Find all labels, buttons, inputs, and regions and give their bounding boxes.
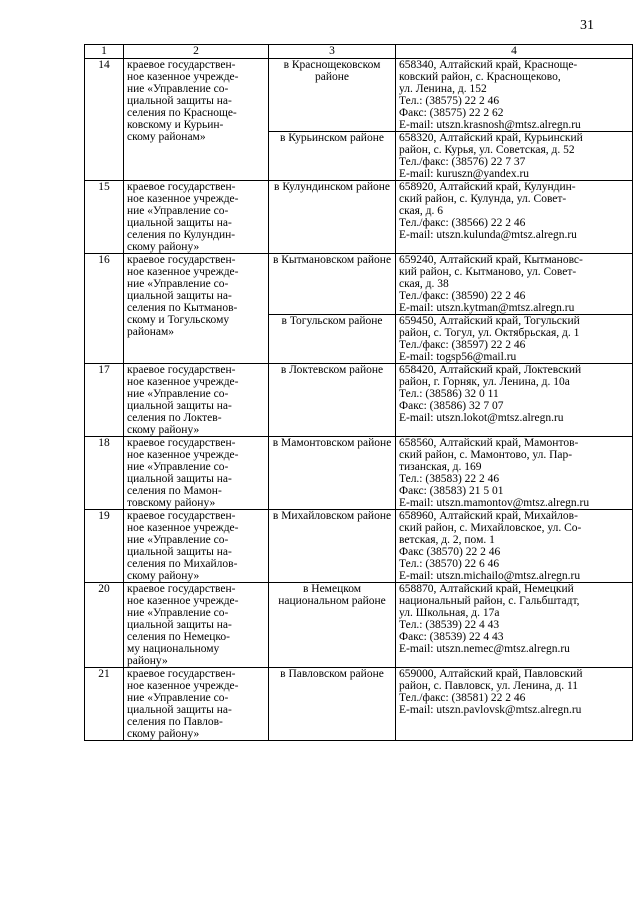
email-line: E-mail: utszn.kytman@mtsz.alregn.ru — [399, 302, 575, 314]
address-line: Тел.: (38586) 32 0 11 — [399, 388, 499, 400]
institution-name: краевое государствен- ное казенное учрежде- ние «Управление со- циальной защиты на- селения по Кытманов- скому и Тогульскому районам» — [127, 254, 239, 338]
address-line: ский район, с. Кулунда, ул. Совет- — [399, 193, 567, 205]
address-line: 659240, Алтайский край, Кытмановс- — [399, 254, 583, 266]
page-number: 31 — [580, 18, 594, 33]
district-cell: в Павловском районе — [269, 668, 396, 741]
table-row — [85, 583, 633, 668]
address-line: Факс: (38539) 22 4 43 — [399, 631, 504, 643]
address-line: тизанская, д. 169 — [399, 461, 482, 473]
institution-name: краевое государствен- ное казенное учрежде- ние «Управление со- циальной защиты на- селения по Михайлов- скому району» — [127, 510, 239, 582]
address-line: район, г. Горняк, ул. Ленина, д. 10а — [399, 376, 570, 388]
header-cell-district: 3 — [269, 45, 396, 59]
address-line: 658340, Алтайский край, Краснощe- — [399, 59, 578, 71]
address-line: 658560, Алтайский край, Мамонтов- — [399, 437, 579, 449]
address-cell — [396, 132, 633, 181]
address-line: кий район, с. Кытманово, ул. Совет- — [399, 266, 577, 278]
institution-cell — [124, 254, 269, 364]
address-line: Факс: (38583) 21 5 01 — [399, 485, 504, 497]
district-cell: в Михайловском районе — [269, 510, 396, 583]
row-number: 14 — [85, 59, 124, 181]
table-row — [85, 510, 633, 583]
institution-cell — [124, 181, 269, 254]
address-line: 659000, Алтайский край, Павловский — [399, 668, 583, 680]
row-number: 18 — [85, 437, 124, 510]
district-cell: в Немецком национальном районе — [269, 583, 396, 668]
row-number: 17 — [85, 364, 124, 437]
address-line: 658920, Алтайский край, Кулундин- — [399, 181, 576, 193]
address-line: Тел./факс: (38590) 22 2 46 — [399, 290, 526, 302]
district-cell: в Мамонтовском районе — [269, 437, 396, 510]
institution-cell — [124, 59, 269, 181]
address-cell — [396, 254, 633, 315]
address-line: национальный район, с. Гальбштадт, — [399, 595, 580, 607]
district-cell: в Локтевском районе — [269, 364, 396, 437]
address-line: Тел.: (38539) 22 4 43 — [399, 619, 500, 631]
address-line: Тел./факс: (38576) 22 7 37 — [399, 156, 526, 168]
email-line: E-mail: utszn.lokot@mtsz.alregn.ru — [399, 412, 564, 424]
institution-name: краевое государствен- ное казенное учрежде- ние «Управление со- циальной защиты на- селения по Мамон- товскому району» — [127, 437, 239, 509]
institution-cell — [124, 510, 269, 583]
address-line: Факс (38570) 22 2 46 — [399, 546, 501, 558]
district-cell: в Курьинском районе — [269, 132, 396, 181]
address-line: Тел./факс: (38597) 22 2 46 — [399, 339, 526, 351]
address-line: Тел./факс: (38566) 22 2 46 — [399, 217, 526, 229]
address-line: 658960, Алтайский край, Михайлов- — [399, 510, 578, 522]
address-line: ул. Ленина, д. 152 — [399, 83, 487, 95]
address-cell — [396, 668, 633, 741]
address-line: Тел.: (38583) 22 2 46 — [399, 473, 500, 485]
address-cell — [396, 181, 633, 254]
email-line: E-mail: kuruszn@yandex.ru — [399, 168, 530, 180]
row-number: 21 — [85, 668, 124, 741]
address-line: Тел.: (38575) 22 2 46 — [399, 95, 500, 107]
header-cell-number: 1 — [85, 45, 124, 59]
address-line: ковский район, с. Краснощеково, — [399, 71, 561, 83]
district-cell: в Тогульском районе — [269, 315, 396, 364]
address-cell — [396, 583, 633, 668]
district-cell: в Кытмановском районе — [269, 254, 396, 315]
address-line: район, с. Тогул, ул. Октябрьская, д. 1 — [399, 327, 580, 339]
email-line: E-mail: utszn.pavlovsk@mtsz.alregn.ru — [399, 704, 582, 716]
address-cell — [396, 315, 633, 364]
row-number: 19 — [85, 510, 124, 583]
header-cell-institution: 2 — [124, 45, 269, 59]
address-line: район, с. Курья, ул. Советская, д. 52 — [399, 144, 575, 156]
email-line: E-mail: utszn.michailo@mtsz.alregn.ru — [399, 570, 581, 582]
institution-cell — [124, 437, 269, 510]
address-cell — [396, 59, 633, 132]
address-line: 658420, Алтайский край, Локтевский — [399, 364, 582, 376]
table-row — [85, 254, 633, 315]
institution-name: краевое государствен- ное казенное учрежде- ние «Управление со- циальной защиты на- селения по Немецко- му национальному району» — [127, 583, 239, 667]
district-cell: в Краснощековском районе — [269, 59, 396, 132]
district-cell: в Кулундинском районе — [269, 181, 396, 254]
institution-name: краевое государствен- ное казенное учрежде- ние «Управление со- циальной защиты на- селения по Кулундин- скому району» — [127, 181, 239, 253]
row-number: 16 — [85, 254, 124, 364]
header-cell-address: 4 — [396, 45, 633, 59]
address-line: Тел./факс: (38581) 22 2 46 — [399, 692, 526, 704]
institution-cell — [124, 364, 269, 437]
email-line: E-mail: utszn.nemec@mtsz.alregn.ru — [399, 643, 570, 655]
email-line: E-mail: utszn.kulunda@mtsz.alregn.ru — [399, 229, 577, 241]
table-row — [85, 364, 633, 437]
table-header-row — [85, 45, 633, 59]
institution-cell — [124, 583, 269, 668]
address-line: Факс: (38586) 32 7 07 — [399, 400, 504, 412]
table-row — [85, 59, 633, 132]
registry-table — [84, 44, 633, 741]
address-line: район, с. Павловск, ул. Ленина, д. 11 — [399, 680, 579, 692]
institution-name: краевое государствен- ное казенное учрежде- ние «Управление со- циальной защиты на- селения по Краснощe- ковскому и Курьин- скому районам» — [127, 59, 239, 143]
row-number: 20 — [85, 583, 124, 668]
address-cell — [396, 510, 633, 583]
address-line: ская, д. 6 — [399, 205, 444, 217]
email-line: E-mail: togsp56@mail.ru — [399, 351, 517, 363]
row-number: 15 — [85, 181, 124, 254]
address-line: 659450, Алтайский край, Тогульский — [399, 315, 580, 327]
address-line: ул. Школьная, д. 17а — [399, 607, 500, 619]
address-line: ский район, с. Мамонтово, ул. Пар- — [399, 449, 573, 461]
institution-cell — [124, 668, 269, 741]
address-line: 658870, Алтайский край, Немецкий — [399, 583, 574, 595]
address-line: ветская, д. 2, пом. 1 — [399, 534, 495, 546]
institution-name: краевое государствен- ное казенное учрежде- ние «Управление со- циальной защиты на- селения по Локтев- скому району» — [127, 364, 239, 436]
address-line: 658320, Алтайский край, Курьинский — [399, 132, 583, 144]
institution-name: краевое государствен- ное казенное учрежде- ние «Управление со- циальной защиты на- селения по Павлов- скому району» — [127, 668, 239, 740]
email-line: E-mail: utszn.krasnosh@mtsz.alregn.ru — [399, 119, 581, 131]
table-row — [85, 437, 633, 510]
address-cell — [396, 364, 633, 437]
address-line: ский район, с. Михайловское, ул. Со- — [399, 522, 582, 534]
email-line: E-mail: utszn.mamontov@mtsz.alregn.ru — [399, 497, 590, 509]
table-row — [85, 668, 633, 741]
address-line: Тел.: (38570) 22 6 46 — [399, 558, 500, 570]
address-line: Факс: (38575) 22 2 62 — [399, 107, 504, 119]
table-row — [85, 181, 633, 254]
table-body — [85, 59, 633, 741]
address-cell — [396, 437, 633, 510]
address-line: ская, д. 38 — [399, 278, 449, 290]
